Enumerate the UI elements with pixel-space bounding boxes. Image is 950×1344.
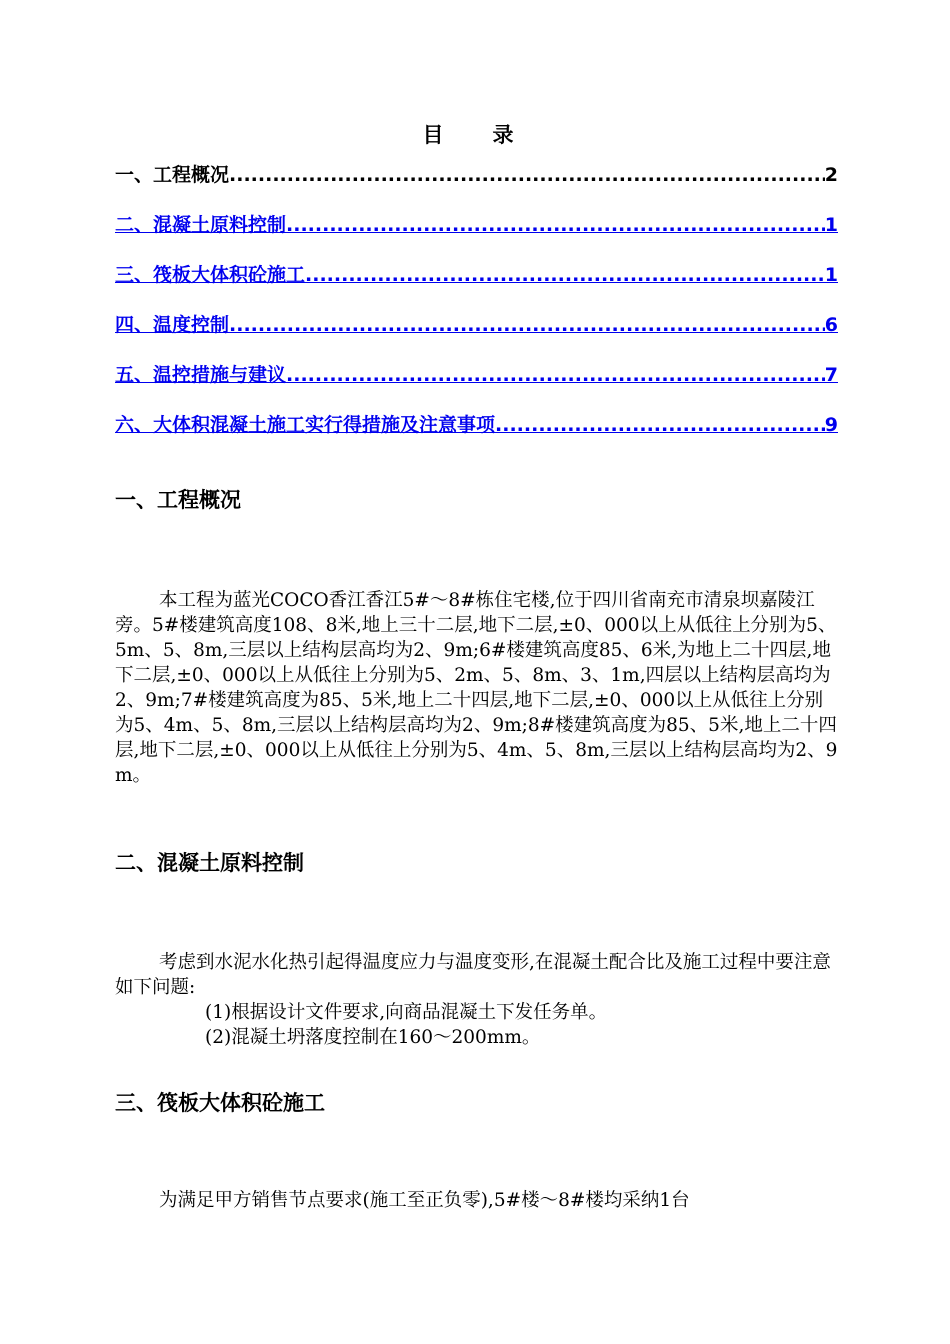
toc-entry-label: 五、温控措施与建议 <box>115 364 287 386</box>
list-item: (2)混凝土坍落度控制在160～200mm。 <box>205 1027 541 1048</box>
toc-entry-page: 6 <box>824 314 838 336</box>
toc-leader-dots <box>286 210 825 240</box>
toc-entry-page: 1 <box>824 214 838 236</box>
toc-entry-4[interactable] <box>115 310 838 360</box>
section-paragraph-materials: 考虑到水泥水化热引起得温度应力与温度变形,在混凝土配合比及施工过程中要注意如下问题: <box>115 952 831 998</box>
section-paragraph-overview: 本工程为蓝光COCO香江香江5#～8#栋住宅楼,位于四川省南充市清泉坝嘉陵江旁。5#楼建筑高度108、8米,地上三十二层,地下二层,±0、000以上从低往上分别为5、5m、5、8m,三层以上结构层高均为2、9m;6#楼建筑高度85、6米,为地上二十四层,地下二层,±0、000以上从低往上分别为5、2m、5、8m、3、1m,四层以上结构层高均为2、9m;7#楼建筑高度为85、5米,地上二十四层,地下二层,±0、000以上从低往上分别为5、4m、5、8m,三层以上结构层高均为2、9m;8#楼建筑高度为85、5米,地上二十四层,地下二层,±0、000以上从低往上分别为5、4m、5、8m,三层以上结构层高均为2、9m。 <box>115 590 838 786</box>
toc-entry-page: 2 <box>824 164 838 186</box>
toc-leader-dots <box>305 260 825 290</box>
section-heading-overview: 一、工程概况 <box>115 488 241 512</box>
section-heading-materials: 二、混凝土原料控制 <box>115 851 304 875</box>
toc-entry-1[interactable] <box>115 160 838 210</box>
toc-entry-5[interactable] <box>115 360 838 410</box>
toc-entry-page: 7 <box>824 364 838 386</box>
toc-leader-dots <box>229 310 825 340</box>
toc-entry-label: 三、筏板大体积砼施工 <box>115 264 306 286</box>
section-paragraph-raft: 为满足甲方销售节点要求(施工至正负零),5#楼～8#楼均采纳1台 <box>159 1190 690 1211</box>
toc-leader-dots <box>229 160 825 190</box>
toc-title: 目 录 <box>422 123 528 147</box>
toc-leader-dots <box>286 360 825 390</box>
toc-leader-dots <box>495 410 825 440</box>
toc-entry-2[interactable] <box>115 210 838 260</box>
table-of-contents <box>115 160 838 460</box>
toc-entry-label: 六、大体积混凝土施工实行得措施及注意事项 <box>115 414 496 436</box>
toc-entry-3[interactable] <box>115 260 838 310</box>
toc-entry-page: 9 <box>824 414 838 436</box>
toc-entry-6[interactable] <box>115 410 838 460</box>
toc-entry-label: 二、混凝土原料控制 <box>115 214 287 236</box>
toc-entry-page: 1 <box>824 264 838 286</box>
list-item: (1)根据设计文件要求,向商品混凝土下发任务单。 <box>205 1002 608 1023</box>
toc-entry-label: 一、工程概况 <box>115 164 230 186</box>
section-heading-raft: 三、筏板大体积砼施工 <box>115 1091 325 1115</box>
toc-entry-label: 四、温度控制 <box>115 314 230 336</box>
